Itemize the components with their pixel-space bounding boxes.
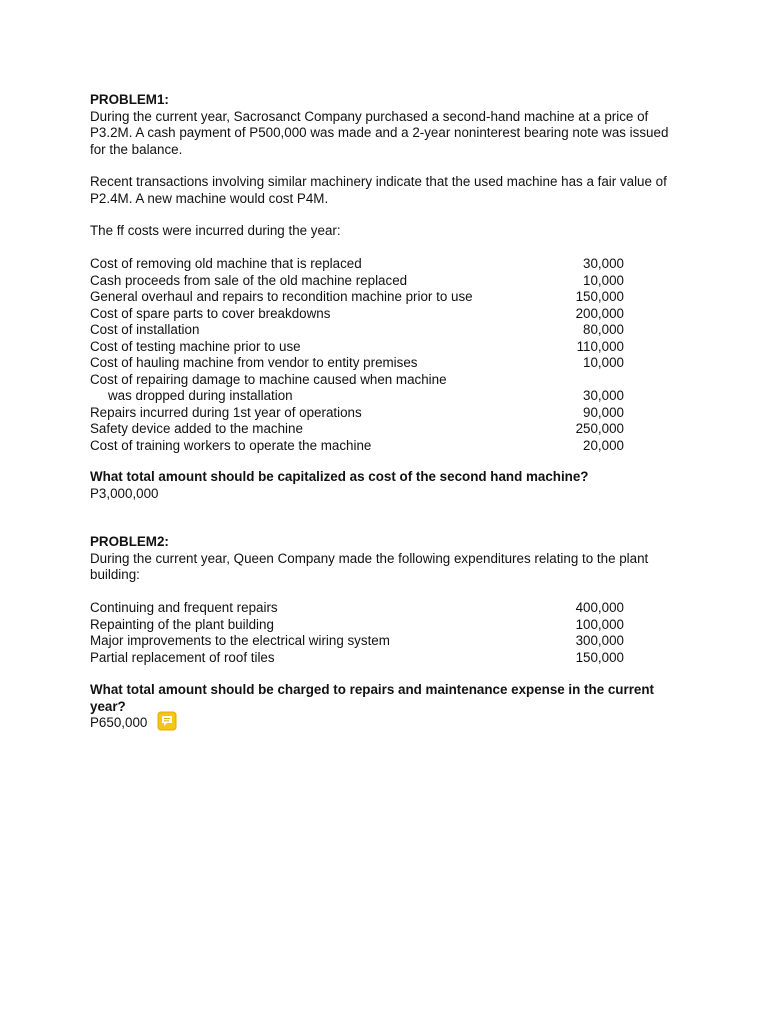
cost-row	[90, 650, 624, 667]
cost-label: Major improvements to the electrical wiring system	[90, 633, 390, 648]
cost-row	[90, 421, 624, 438]
problem2-answer: P650,000	[90, 715, 148, 730]
cost-amount: 300,000	[575, 633, 624, 648]
cost-label: General overhaul and repairs to recondition machine prior to use	[90, 289, 473, 304]
cost-amount: 250,000	[575, 421, 624, 436]
problem1-costs-table	[90, 256, 680, 454]
cost-amount: 30,000	[583, 256, 624, 271]
cost-row	[90, 372, 624, 389]
cost-amount: 150,000	[575, 289, 624, 304]
cost-label: Cost of training workers to operate the machine	[90, 437, 372, 453]
problem1-answer: P3,000,000	[90, 485, 159, 501]
cost-label: Repairs incurred during 1st year of operations	[90, 404, 362, 420]
cost-row	[90, 256, 624, 273]
cost-amount: 110,000	[576, 338, 624, 354]
cost-label: Cost of installation	[90, 322, 200, 337]
cost-row	[90, 438, 624, 455]
problem2-answer-row	[90, 715, 680, 732]
cost-amount: 200,000	[575, 305, 624, 321]
cost-row	[90, 388, 624, 405]
problem1-context: Recent transactions involving similar machinery indicate that the used machine has a fair value of P2.4M. A new machine would cost P4M.	[90, 174, 667, 206]
problem2-question-block	[90, 682, 680, 732]
cost-row	[90, 633, 624, 650]
problem2-costs-table	[90, 600, 680, 666]
cost-amount: 30,000	[583, 388, 624, 403]
cost-amount: 100,000	[575, 616, 624, 632]
cost-label: Repainting of the plant building	[90, 616, 274, 632]
problem1-context-block	[90, 174, 680, 207]
cost-label: Safety device added to the machine	[90, 421, 303, 436]
problem2-section	[90, 534, 680, 584]
cost-label: Continuing and frequent repairs	[90, 600, 278, 615]
cost-label: Cost of testing machine prior to use	[90, 338, 301, 354]
problem2-question: What total amount should be charged to repairs and maintenance expense in the current year?	[90, 682, 654, 714]
cost-amount: 90,000	[583, 404, 624, 420]
cost-row	[90, 322, 624, 339]
cost-amount: 80,000	[583, 322, 624, 337]
cost-amount: 400,000	[575, 600, 624, 615]
cost-row	[90, 289, 624, 306]
problem1-intro: During the current year, Sacrosanct Company purchased a second-hand machine at a price of P3.2M. A cash payment of P500,000 was made and a 2-year noninterest bearing note was issued for the balance.	[90, 108, 669, 157]
problem1-title: PROBLEM1:	[90, 92, 169, 107]
problem1-question-block	[90, 469, 680, 502]
problem1-section	[90, 92, 680, 158]
cost-amount: 10,000	[583, 355, 624, 370]
cost-row	[90, 405, 624, 422]
cost-label: Partial replacement of roof tiles	[90, 649, 275, 665]
cost-label: was dropped during installation	[108, 388, 293, 403]
problem2-intro: During the current year, Queen Company made the following expenditures relating to the plant building:	[90, 550, 649, 582]
cost-row	[90, 273, 624, 290]
comment-icon[interactable]	[157, 711, 177, 731]
problem1-question: What total amount should be capitalized as cost of the second hand machine?	[90, 469, 589, 484]
problem1-costs-intro: The ff costs were incurred during the year:	[90, 223, 341, 238]
cost-label: Cost of spare parts to cover breakdowns	[90, 305, 331, 321]
cost-row	[90, 306, 624, 323]
cost-row	[90, 600, 624, 617]
problem1-costs-intro-block	[90, 223, 680, 240]
cost-label: Cost of hauling machine from vendor to entity premises	[90, 355, 418, 370]
cost-amount: 150,000	[575, 649, 624, 665]
cost-amount	[564, 372, 624, 389]
cost-amount: 10,000	[583, 272, 624, 288]
cost-row	[90, 617, 624, 634]
cost-row	[90, 355, 624, 372]
cost-row	[90, 339, 624, 356]
problem2-title: PROBLEM2:	[90, 534, 169, 549]
cost-label: Cash proceeds from sale of the old machine replaced	[90, 272, 408, 288]
cost-amount: 20,000	[583, 437, 624, 453]
cost-label: Cost of repairing damage to machine caused when machine	[90, 371, 447, 387]
cost-label: Cost of removing old machine that is replaced	[90, 256, 362, 271]
